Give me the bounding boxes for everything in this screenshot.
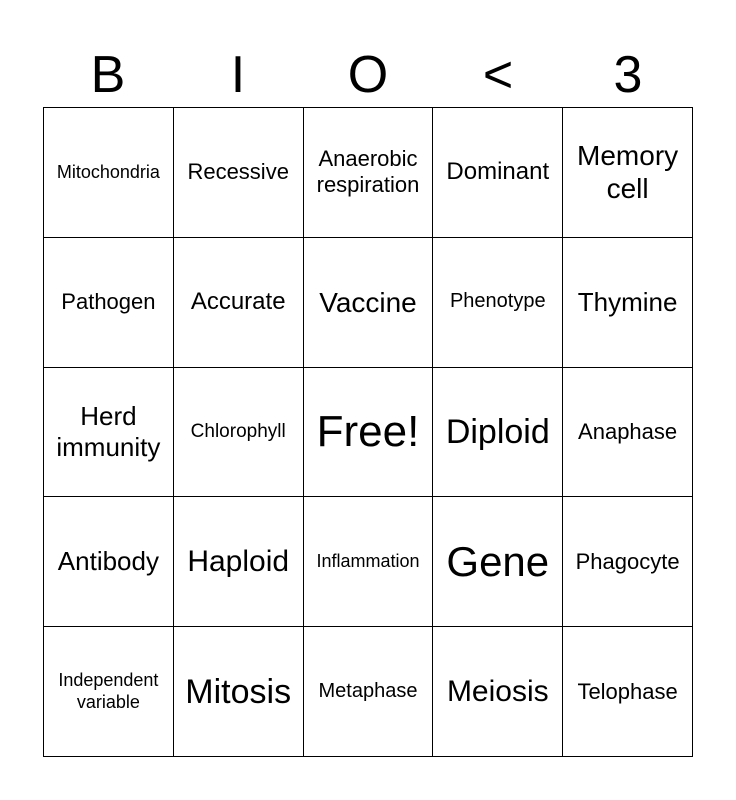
bingo-cell[interactable] (44, 238, 174, 368)
cell-label: Chlorophyll (190, 420, 286, 442)
bingo-cell[interactable] (433, 627, 563, 757)
bingo-cell[interactable] (174, 627, 304, 757)
bingo-cell[interactable] (304, 108, 434, 238)
cell-label: Diploid (445, 412, 550, 451)
header-letter-4: < (482, 46, 514, 104)
cell-label: Pathogen (61, 289, 156, 315)
bingo-cell[interactable] (433, 238, 563, 368)
cell-label: Memory cell (577, 140, 679, 205)
cell-label: Phagocyte (575, 548, 680, 574)
bingo-cell[interactable] (433, 108, 563, 238)
cell-label: Independent variable (58, 670, 159, 712)
cell-label: Anaphase (578, 419, 678, 445)
bingo-cell[interactable] (174, 497, 304, 627)
header-letter-2: I (230, 46, 246, 104)
bingo-cell[interactable] (563, 497, 693, 627)
bingo-board (43, 107, 693, 757)
free-space-label: Free! (316, 407, 420, 457)
bingo-cell[interactable] (174, 368, 304, 498)
cell-label: Vaccine (319, 286, 417, 318)
bingo-cell[interactable] (563, 238, 693, 368)
bingo-cell[interactable] (304, 368, 434, 498)
bingo-cell[interactable] (304, 497, 434, 627)
bingo-cell[interactable] (433, 497, 563, 627)
cell-label: Mitosis (185, 672, 292, 711)
cell-label: Antibody (57, 546, 159, 577)
header-letter-3: O (347, 46, 389, 104)
cell-label: Haploid (187, 545, 290, 579)
bingo-cell[interactable] (563, 627, 693, 757)
cell-label: Telophase (577, 678, 678, 704)
bingo-cell[interactable] (563, 108, 693, 238)
cell-label: Thymine (577, 286, 678, 317)
header-letter-1: B (90, 46, 126, 104)
bingo-cell[interactable] (304, 238, 434, 368)
cell-label: Accurate (190, 288, 286, 316)
cell-label: Recessive (187, 159, 289, 185)
bingo-cell[interactable] (433, 368, 563, 498)
cell-label: Metaphase (318, 679, 418, 702)
bingo-cell[interactable] (44, 497, 174, 627)
bingo-cell[interactable] (174, 238, 304, 368)
cell-label: Mitochondria (56, 161, 160, 182)
cell-label: Dominant (446, 158, 550, 186)
cell-label: Herd immunity (56, 401, 161, 462)
bingo-cell[interactable] (563, 368, 693, 498)
cell-label: Inflammation (316, 551, 420, 572)
header-letter-5: 3 (613, 46, 643, 104)
cell-label: Meiosis (446, 674, 549, 708)
bingo-cell[interactable] (174, 108, 304, 238)
cell-label: Anaerobic respiration (316, 146, 420, 198)
bingo-cell[interactable] (44, 368, 174, 498)
bingo-header (43, 44, 693, 106)
cell-label: Phenotype (449, 290, 546, 313)
bingo-cell[interactable] (304, 627, 434, 757)
cell-label: Gene (446, 538, 550, 586)
bingo-cell[interactable] (44, 627, 174, 757)
bingo-cell[interactable] (44, 108, 174, 238)
